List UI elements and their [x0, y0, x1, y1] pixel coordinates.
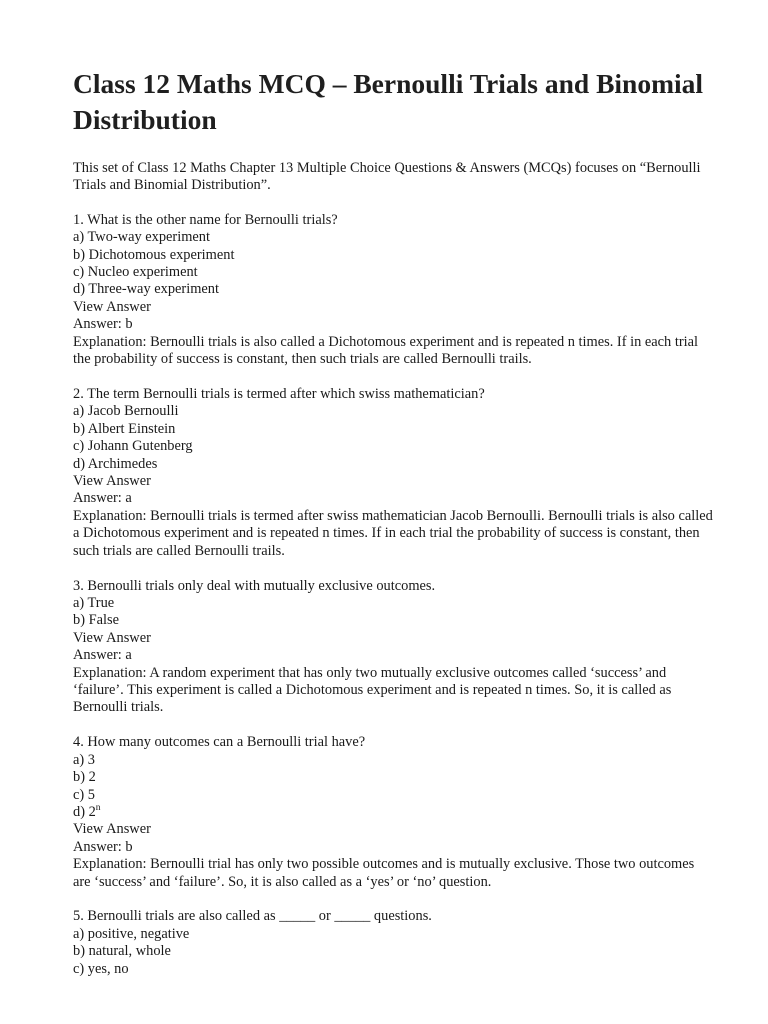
option-d: [73, 804, 713, 821]
option-a: a) positive, negative: [73, 925, 190, 942]
page-title: Class 12 Maths MCQ – Bernoulli Trials and Binomial Distribution: [73, 68, 704, 135]
intro-paragraph: This set of Class 12 Maths Chapter 13 Multiple Choice Questions & Answers (MCQs) focuses on “Bernoulli Trials and Binomial Distribution”.: [73, 160, 701, 194]
option-b: b) 2: [73, 769, 96, 786]
option-d-prefix: d) 2: [73, 803, 96, 820]
document-page: [73, 66, 713, 996]
question-text: 4. How many outcomes can a Bernoulli trial have?: [73, 734, 366, 751]
question-text: 2. The term Bernoulli trials is termed after which swiss mathematician?: [73, 385, 485, 402]
view-answer-button[interactable]: View Answer: [73, 473, 151, 489]
option-a: a) True: [73, 594, 115, 611]
option-b: b) Albert Einstein: [73, 420, 176, 437]
question-3: [73, 578, 713, 717]
option-d-superscript: n: [95, 802, 101, 813]
explanation-text: Explanation: A random experiment that has only two mutually exclusive outcomes called ‘success’ and ‘failure’. This experiment is called a Dichotomous experiment and is repeated n times. So, it is called as Bernoulli trials.: [73, 664, 672, 716]
option-c: c) 5: [73, 786, 95, 803]
view-answer-button[interactable]: View Answer: [73, 821, 151, 838]
answer-text: Answer: a: [73, 490, 132, 507]
option-d: d) Three-way experiment: [73, 281, 219, 298]
option-a: a) Two-way experiment: [73, 229, 210, 246]
question-4: [73, 734, 713, 891]
option-c: c) Nucleo experiment: [73, 264, 198, 281]
answer-text: Answer: a: [73, 647, 132, 664]
answer-text: Answer: b: [73, 838, 133, 855]
option-b: b) Dichotomous experiment: [73, 246, 235, 263]
answer-text: Answer: b: [73, 316, 133, 333]
option-a: a) 3: [73, 751, 95, 768]
question-2: [73, 386, 713, 560]
option-d: d) Archimedes: [73, 455, 158, 472]
view-answer-button[interactable]: View Answer: [73, 298, 151, 315]
explanation-text: Explanation: Bernoulli trials is also called a Dichotomous experiment and is repeated n times. If in each trial the probability of success is constant, then such trials are called Bernoulli trails.: [73, 333, 699, 368]
question-1: [73, 212, 713, 369]
option-b: b) False: [73, 612, 119, 629]
option-c: c) yes, no: [73, 960, 129, 977]
question-5: [73, 908, 713, 978]
question-text: 1. What is the other name for Bernoulli trials?: [73, 211, 338, 228]
question-text: 3. Bernoulli trials only deal with mutually exclusive outcomes.: [73, 577, 436, 594]
view-answer-button[interactable]: View Answer: [73, 629, 151, 646]
explanation-text: Explanation: Bernoulli trial has only two possible outcomes and is mutually exclusive. Those two outcomes are ‘success’ and ‘failure’. So, it is also called as a ‘yes’ or ‘no’ question.: [73, 856, 695, 890]
explanation-text: Explanation: Bernoulli trials is termed after swiss mathematician Jacob Bernoulli. Bernoulli trials is also called a Dichotomous experiment and is repeated n times. If in each trial the probability of success is constant, then such trials are called Bernoulli trails.: [73, 507, 713, 559]
option-a: a) Jacob Bernoulli: [73, 403, 179, 420]
question-text: 5. Bernoulli trials are also called as _____ or _____ questions.: [73, 908, 432, 925]
option-b: b) natural, whole: [73, 943, 171, 960]
option-c: c) Johann Gutenberg: [73, 438, 193, 455]
